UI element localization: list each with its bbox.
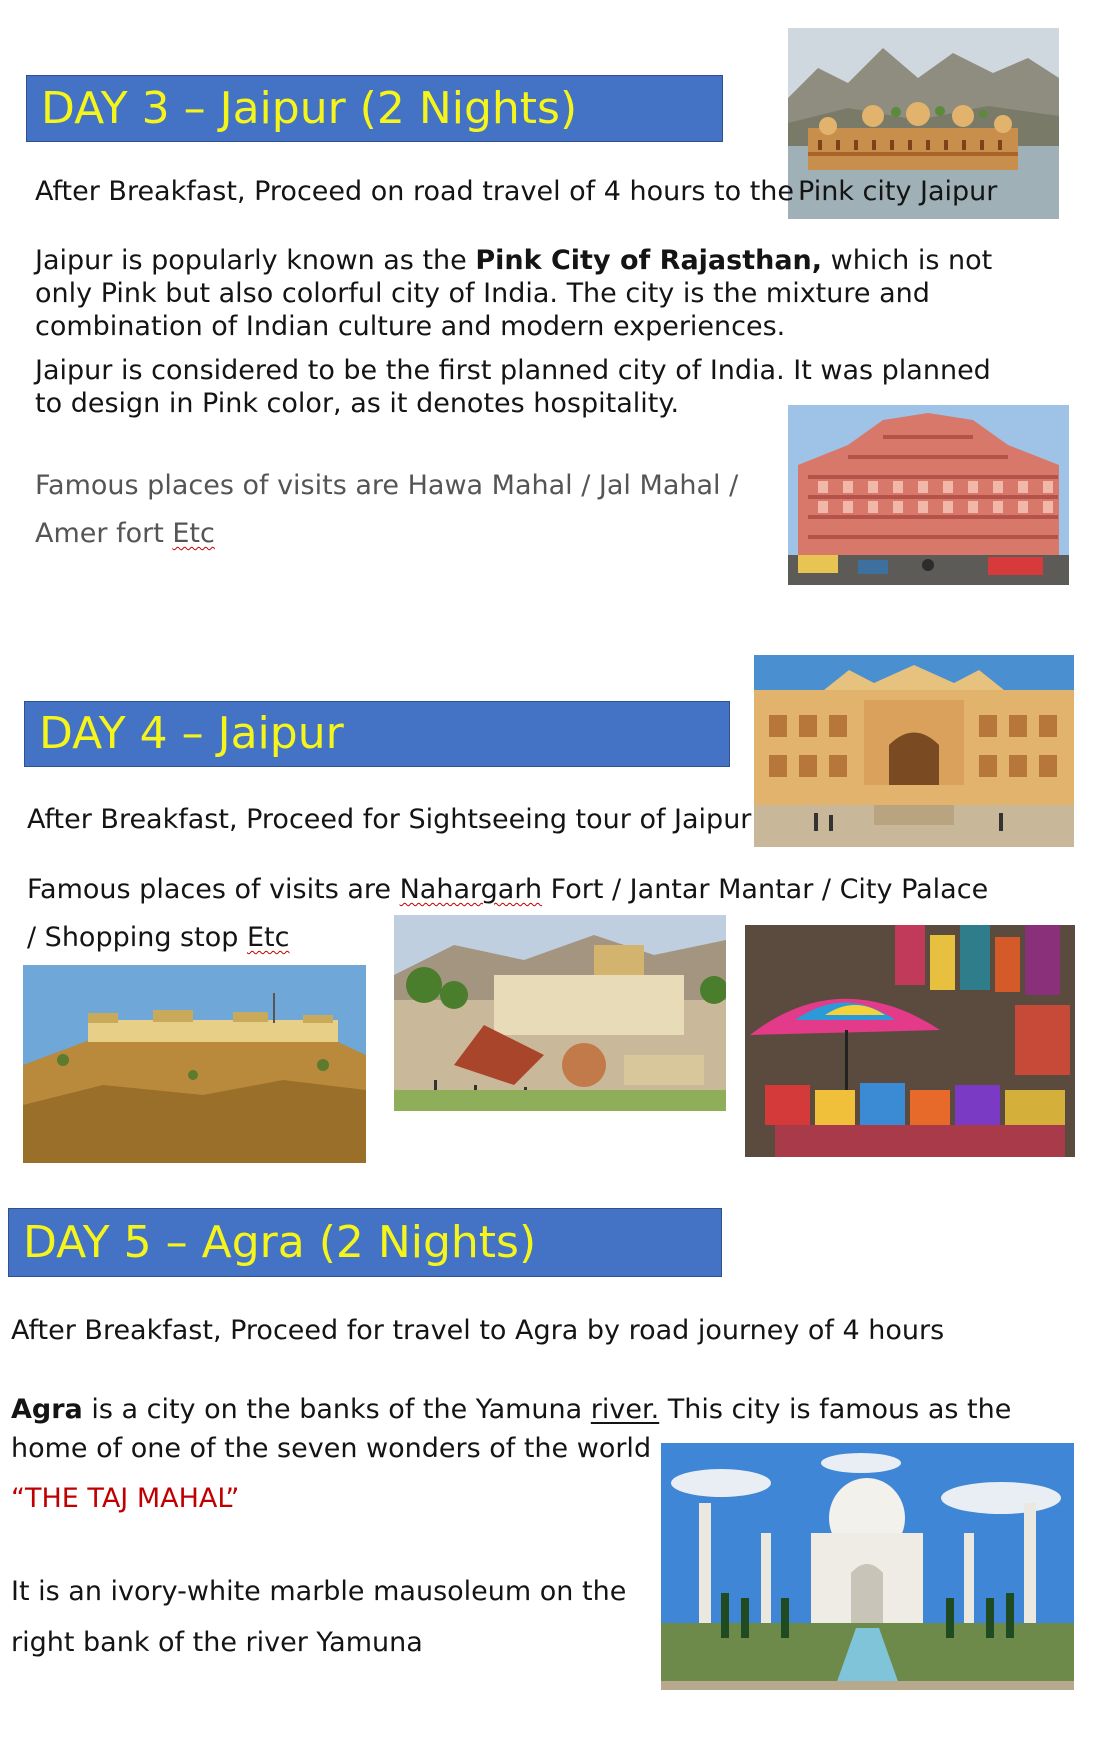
day5-title: DAY 5 – Agra (2 Nights) bbox=[23, 1216, 537, 1268]
day3-description-line1 bbox=[35, 244, 992, 277]
day3-description-line2: only Pink but also colorful city of India. The city is the mixture and bbox=[35, 278, 930, 309]
day3-description bbox=[35, 244, 992, 343]
shopping-bazaar-photo bbox=[745, 925, 1075, 1157]
nahargarh-fort-photo bbox=[23, 965, 366, 1163]
day5-river-link: river. bbox=[590, 1394, 660, 1425]
day5-agra-bold: Agra bbox=[11, 1394, 83, 1425]
day5-description-line2: home of one of the seven wonders of the world bbox=[11, 1433, 652, 1464]
day4-famous-line1 bbox=[27, 866, 988, 914]
day4-intro bbox=[27, 803, 751, 836]
day3-famous-line2 bbox=[35, 510, 738, 558]
day5-taj-mahal-heading bbox=[11, 1482, 239, 1515]
day4-famous-post: Fort / Jantar Mantar / City Palace bbox=[542, 874, 989, 905]
day5-intro bbox=[11, 1314, 944, 1347]
day4-famous-etc: Etc bbox=[246, 922, 290, 953]
day3-intro-destination-text: Pink city Jaipur bbox=[798, 176, 998, 207]
day3-pink-city-bold: Pink City of Rajasthan, bbox=[475, 245, 823, 276]
day3-intro bbox=[35, 175, 794, 208]
day3-title-banner bbox=[26, 75, 723, 142]
amer-fort-photo bbox=[754, 655, 1074, 847]
day5-title-banner bbox=[8, 1208, 722, 1277]
day5-mausoleum-line2: right bank of the river Yamuna bbox=[11, 1627, 423, 1658]
day3-description-post: which is not bbox=[822, 245, 993, 276]
day3-famous-places bbox=[35, 462, 738, 558]
day4-title-banner bbox=[24, 701, 730, 767]
day5-mausoleum bbox=[11, 1566, 626, 1668]
jantar-mantar-photo bbox=[394, 915, 726, 1111]
day3-intro-text: After Breakfast, Proceed on road travel of 4 hours to the bbox=[35, 176, 795, 207]
day5-description-mid: is a city on the banks of the Yamuna bbox=[82, 1394, 591, 1425]
day5-mausoleum-line1: It is an ivory-white marble mausoleum on the bbox=[11, 1576, 627, 1607]
day5-taj-mahal-text: “THE TAJ MAHAL” bbox=[11, 1483, 240, 1514]
day5-intro-text: After Breakfast, Proceed for travel to Agra by road journey of 4 hours bbox=[11, 1315, 945, 1346]
day3-famous-line1: Famous places of visits are Hawa Mahal / Jal Mahal / bbox=[35, 470, 739, 501]
day3-intro-destination bbox=[798, 175, 997, 208]
day3-planned-city-line2: to design in Pink color, as it denotes hospitality. bbox=[35, 388, 680, 419]
day4-famous-shopping: / Shopping stop bbox=[27, 922, 247, 953]
day3-title: DAY 3 – Jaipur (2 Nights) bbox=[41, 82, 578, 134]
day5-description-line1 bbox=[11, 1390, 1011, 1429]
day3-famous-amer: Amer fort bbox=[35, 518, 173, 549]
day3-description-line3: combination of Indian culture and modern experiences. bbox=[35, 311, 786, 342]
taj-mahal-photo bbox=[661, 1443, 1074, 1690]
day3-description-pre: Jaipur is popularly known as the bbox=[35, 245, 476, 276]
day4-famous-pre: Famous places of visits are bbox=[27, 874, 400, 905]
day3-famous-etc: Etc bbox=[172, 518, 215, 549]
hawa-mahal-photo bbox=[788, 405, 1069, 585]
day4-famous-nahargarh: Nahargarh bbox=[399, 874, 543, 905]
day3-planned-city-line1: Jaipur is considered to be the first planned city of India. It was planned bbox=[35, 355, 991, 386]
day4-title: DAY 4 – Jaipur bbox=[39, 708, 344, 759]
day4-intro-text: After Breakfast, Proceed for Sightseeing tour of Jaipur bbox=[27, 804, 752, 835]
day5-description-post: This city is famous as the bbox=[659, 1394, 1012, 1425]
